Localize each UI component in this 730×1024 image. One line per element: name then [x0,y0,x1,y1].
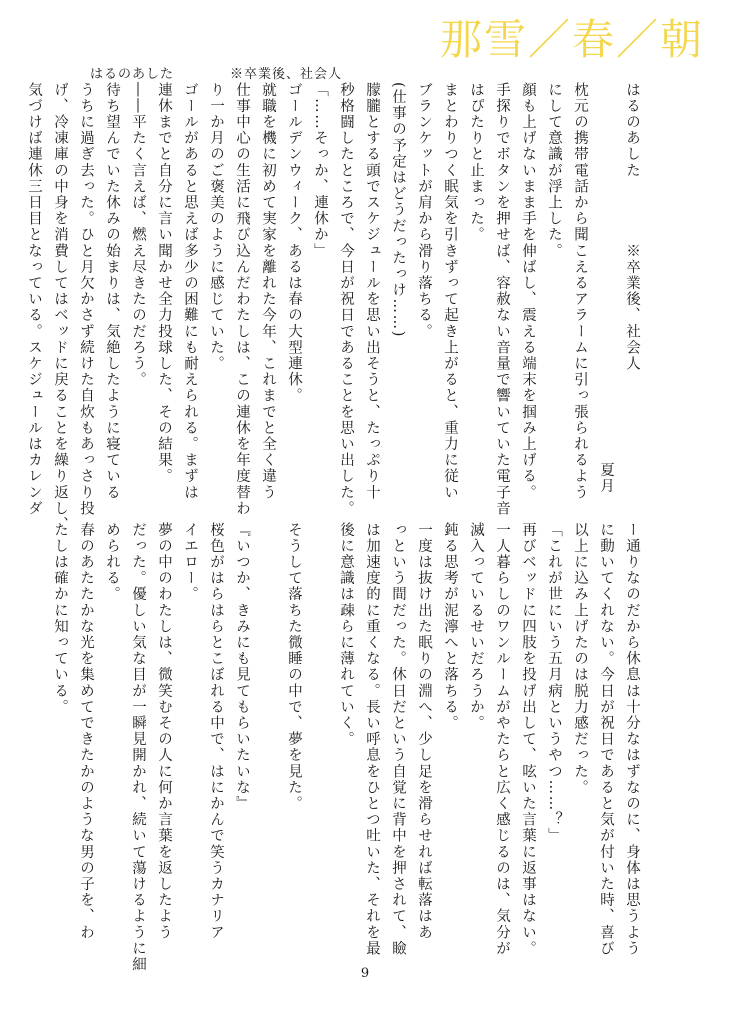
story-author-line [593,82,619,494]
text-line: は加速度的に重くなる。長い呼息をひとつ吐いた、それを最 [364,522,380,957]
text-line: 再びベッドに四肢を投げ出して、呟いた言葉に返事はない。 [520,522,536,957]
text-line: 春のあたたかな光を集めてできたかのような男の子を、わ [78,522,94,941]
text-line: ――平たく言えば、燃え尽きたのだろう。 [130,82,146,388]
text-line: 顔も上げないまま手を伸ばし、震える端末を掴み上げる。 [520,82,536,501]
text-line: 鈍る思考が泥濘へと落ちる。 [442,522,458,732]
text-line: ゴールデンウィーク、あるは春の大型連休。 [286,82,302,404]
text-line: そうして落ちた微睡の中で、夢を見た。 [286,522,302,812]
text-line: だった。優しい気な目が一瞬見開かれ、続いて蕩けるように細 [130,522,146,973]
text-line: 滅入っているせいだろうか。 [468,522,484,732]
story-column-top [26,82,645,533]
running-header: はるのあした ※卒業後、社会人 [90,67,343,82]
text-line: められる。 [104,522,120,603]
text-line: 後に意識は疎らに薄れていく。 [338,522,354,748]
text-line: 就職を機に初めて実家を離れた今年、これまでと全く違う [260,82,276,501]
story-author: 夏月 [598,461,614,494]
text-line: 『いつか、きみにも見てもらいたいな』 [234,522,250,812]
text-line: 手探りでボタンを押せば、容赦ない音量で響いていた電子音 [494,82,510,517]
text-line: に動いてくれない。今日が祝日であると気が付いた時、喜び [598,522,614,957]
text-line: 待ち望んでいた休みの始まりは、気絶したように寝ている [104,82,120,501]
text-line: うちに過ぎ去った。ひと月欠かさず続けた自炊もあっさり投 [78,82,94,517]
story-column-bottom [52,522,645,973]
text-line: ー通りなのだから休息は十分なはずなのに、身体は思うよう [624,522,640,957]
text-line: 一度は抜け出た眠りの淵へ、少し足を滑らせれば転落はあ [416,522,432,941]
text-line: はぴたりと止まった。 [468,82,484,243]
text-line: 一人暮らしのワンルームがやたらと広く感じるのは、気分が [494,522,510,957]
text-line: 「……そっか、連休か」 [312,82,328,260]
text-line: たしは確かに知っている。 [52,522,68,716]
text-line: まとわりつく眠気を引きずって起き上がると、重力に従い [442,82,458,501]
text-line: イエロー。 [182,522,198,603]
text-line: 桜色がはらはらとこぼれる中で、はにかんで笑うカナリア [208,522,224,941]
text-line: 夢の中のわたしは、微笑むその人に何か言葉を返したよう [156,522,172,941]
page-number: 9 [360,966,370,981]
text-line: 気づけば連休三日目となっている。スケジュールはカレンダ [26,82,42,517]
text-line [255,522,281,942]
text-line: (仕事の予定はどうだったっけ……) [390,82,406,339]
story-heading [619,82,645,494]
text-line: 枕元の携帯電話から聞こえるアラームに引っ張られるよう [572,82,588,501]
text-line: り一か月のご褒美のように感じていた。 [208,82,224,372]
text-line [307,522,333,942]
text-line: 以上に込み上げたのは脱力感だった。 [572,522,588,796]
text-line: 連休までと自分に言い聞かせ全力投球した、その結果。 [156,82,172,485]
page-title: 那雪／春／朝 [439,15,704,64]
text-line: 「これが世にいう五月病というやつ……？」 [546,522,562,844]
text-line: 仕事中心の生活に飛び込んだわたしは、この連休を年度替わ [234,82,250,517]
text-line: ブランケットが肩から滑り落ちる。 [416,82,432,340]
text-line: っという間だった。休日だという自覚に背中を押されて、瞼 [390,522,406,957]
text-line: げ、冷凍庫の中身を消費してはベッドに戻ることを繰り返し、 [52,82,68,533]
story-title: はるのあした ※卒業後、社会人 [624,82,640,372]
text-line: ゴールがあると思えば多少の困難にも耐えられる。まずは [182,82,198,501]
text-line: にして意識が浮上した。 [546,82,562,260]
text-line: 秒格闘したところで、今日が祝日であることを思い出した。 [338,82,354,517]
text-line: 朦朧とする頭でスケジュールを思い出そうと、たっぷり十 [364,82,380,501]
